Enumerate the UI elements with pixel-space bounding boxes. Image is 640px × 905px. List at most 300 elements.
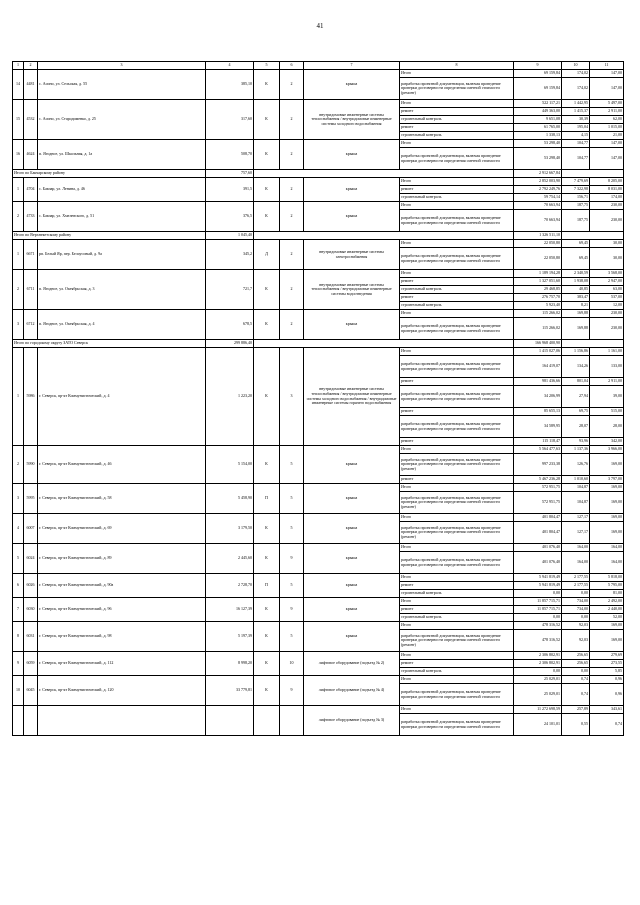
house-code: 6031 (24, 622, 38, 652)
house-area: 678,5 (206, 310, 254, 340)
house-address: г. Северск, пр-кт Коммунистический, д. 90а (38, 574, 206, 598)
work-type: ремонт (400, 186, 514, 194)
work-type: Итого (400, 706, 514, 714)
limit-cost: 230,00 (590, 310, 624, 318)
floor-count: 9 (280, 544, 304, 574)
house-code: 6711 (24, 270, 38, 310)
cost-amount: 69 159,84 (514, 78, 562, 100)
work-type: Итого (400, 100, 514, 108)
unit-cost: 7 322,98 (562, 186, 590, 194)
cost-amount: 2 306 802,91 (514, 660, 562, 668)
work-type: Итого (400, 574, 514, 582)
house-code: 6671 (24, 240, 38, 270)
wall-material: К (254, 676, 280, 706)
work-type: разработка проектной документации, включая проведение проверки достоверности определения сметной стоимости (ремонт) (400, 522, 514, 544)
repair-element: внутридомовые инженерные системы теплоснабжения / внутридомовые инженерные системы холодного водоснабжения (304, 100, 400, 140)
limit-cost: 230,00 (590, 318, 624, 340)
limit-cost: 0,96 (590, 676, 624, 684)
house-area: 2 445,60 (206, 544, 254, 574)
work-type: строительный контроль (400, 302, 514, 310)
work-type: разработка проектной документации, включая проведение проверки достоверности определения сметной стоимости (ремонт) (400, 492, 514, 514)
row-number: 5 (13, 544, 24, 574)
work-type: Итого (400, 140, 514, 148)
cost-amount: 53 298,40 (514, 140, 562, 148)
work-type: Итого (400, 598, 514, 606)
table-row (13, 178, 624, 186)
unit-cost: 734,00 (562, 606, 590, 614)
limit-cost: 169,00 (590, 492, 624, 514)
limit-cost: 0,74 (590, 714, 624, 736)
cost-amount: 5 941 819,49 (514, 582, 562, 590)
cost-amount: 522 117,21 (514, 100, 562, 108)
house-area: 385,10 (206, 70, 254, 100)
repair-element: крыша (304, 598, 400, 622)
empty-cell (254, 340, 514, 348)
limit-cost: 147,00 (590, 140, 624, 148)
column-number-cell: 2 (24, 62, 38, 70)
limit-cost: 81,00 (590, 590, 624, 598)
work-type: строительный контроль (400, 668, 514, 676)
work-type: строительный контроль (400, 590, 514, 598)
table-row (13, 622, 624, 630)
limit-cost: 230,00 (590, 210, 624, 232)
work-type: Итого (400, 270, 514, 278)
limit-cost: 8 031,00 (590, 186, 624, 194)
wall-material: К (254, 652, 280, 676)
work-type: разработка проектной документации, включая проведение проверки достоверности определения сметной стоимости (400, 210, 514, 232)
limit-cost: 2 911,00 (590, 108, 624, 116)
work-type: Итого (400, 310, 514, 318)
work-type: разработка проектной документации, включая проведение проверки достоверности определения сметной стоимости (400, 148, 514, 170)
wall-material: К (254, 598, 280, 622)
wall-material: К (254, 178, 280, 202)
row-number: 2 (13, 270, 24, 310)
unit-cost: 8,21 (562, 302, 590, 310)
house-area: 16 127,39 (206, 598, 254, 622)
repair-element: крыша (304, 574, 400, 598)
table-row (13, 574, 624, 582)
floor-count: 2 (280, 270, 304, 310)
limit-cost: 169,00 (590, 622, 624, 630)
cost-amount: 59 754,14 (514, 194, 562, 202)
repair-element: внутридомовые инженерные системы теплоснабжения / внутридомовые инженерные системы холодного водоснабжения / внутридомовые инженерные системы горячего водоснабжения (304, 348, 400, 446)
house-address: г. Северск, пр-кт Коммунистический, д. 69 (38, 514, 206, 544)
work-type: ремонт (400, 108, 514, 116)
cost-amount: 276 757,70 (514, 294, 562, 302)
unit-cost: 69,45 (562, 240, 590, 248)
table-row (13, 270, 624, 278)
floor-count: 2 (280, 178, 304, 202)
house-area: 391,5 (206, 178, 254, 202)
row-number: 8 (13, 622, 24, 652)
house-address: п. Ягодное, ул. Октябрьская, д. 3 (38, 270, 206, 310)
limit-cost: 279,69 (590, 652, 624, 660)
unit-cost: 0,00 (562, 668, 590, 676)
floor-count: 5 (280, 514, 304, 544)
cost-amount: 5 467 236,28 (514, 476, 562, 484)
unit-cost: 1 938,08 (562, 278, 590, 286)
cost-amount: 401 804,47 (514, 514, 562, 522)
district-total-row (13, 170, 624, 178)
district-total-area: 1 045,40 (206, 232, 254, 240)
wall-material: Д (254, 240, 280, 270)
floor-count (280, 706, 304, 736)
limit-cost: 174,00 (590, 194, 624, 202)
cost-amount: 25 029,01 (514, 684, 562, 706)
limit-cost: 169,00 (590, 630, 624, 652)
empty-cell (562, 232, 624, 240)
limit-cost: 12,00 (590, 302, 624, 310)
unit-cost: 4,15 (562, 132, 590, 140)
work-type: разработка проектной документации, включая проведение проверки достоверности определения сметной стоимости (400, 684, 514, 706)
house-address: г. Северск, пр-кт Коммунистический, д. 89 (38, 544, 206, 574)
house-area: 376,5 (206, 202, 254, 232)
row-number (13, 706, 24, 736)
empty-cell (254, 232, 514, 240)
column-number-cell: 6 (280, 62, 304, 70)
work-type: Итого (400, 544, 514, 552)
unit-cost: 195,04 (562, 124, 590, 132)
wall-material: К (254, 100, 280, 140)
column-number-cell: 10 (562, 62, 590, 70)
table-row (13, 100, 624, 108)
work-type: строительный контроль (400, 116, 514, 124)
limit-cost: 2 947,00 (590, 278, 624, 286)
floor-count: 5 (280, 446, 304, 484)
house-address (38, 706, 206, 736)
work-type: Итого (400, 446, 514, 454)
limit-cost: 273,55 (590, 660, 624, 668)
unit-cost: 187,75 (562, 210, 590, 232)
limit-cost: 169,00 (590, 514, 624, 522)
limit-cost: 147,00 (590, 148, 624, 170)
unit-cost: 126,76 (562, 454, 590, 476)
limit-cost: 2 911,00 (590, 378, 624, 386)
house-area: 721,7 (206, 270, 254, 310)
floor-count: 10 (280, 652, 304, 676)
limit-cost: 5,85 (590, 668, 624, 676)
repair-element: крыша (304, 178, 400, 202)
floor-count: 5 (280, 574, 304, 598)
house-code: 4481 (24, 70, 38, 100)
cost-amount: 572 951,75 (514, 492, 562, 514)
unit-cost: 69,75 (562, 408, 590, 416)
house-address: г. Северск, пр-кт Коммунистический, д. 120 (38, 676, 206, 706)
cost-amount: 22 050,80 (514, 248, 562, 270)
limit-cost: 0,96 (590, 684, 624, 706)
floor-count: 9 (280, 598, 304, 622)
limit-cost: 30,00 (590, 248, 624, 270)
unit-cost: 256,65 (562, 660, 590, 668)
district-total-area: 299 886,40 (206, 340, 254, 348)
floor-count: 2 (280, 240, 304, 270)
limit-cost: 1 015,00 (590, 124, 624, 132)
table-row (13, 202, 624, 210)
limit-cost: 5 818,00 (590, 574, 624, 582)
cost-amount: 449 363,00 (514, 108, 562, 116)
unit-cost: 169,88 (562, 318, 590, 340)
district-total-amount: 166 968 400,90 (514, 340, 562, 348)
cost-amount: 478 316,52 (514, 630, 562, 652)
floor-count: 5 (280, 484, 304, 514)
house-code: 6026 (24, 574, 38, 598)
work-type: Итого (400, 70, 514, 78)
floor-count: 9 (280, 676, 304, 706)
row-number: 3 (13, 310, 24, 340)
repair-element: лифтовое оборудование (подъезд № 4) (304, 676, 400, 706)
cost-amount: 11 272 698,59 (514, 706, 562, 714)
wall-material: К (254, 202, 280, 232)
column-number-cell: 9 (514, 62, 562, 70)
row-number: 16 (13, 140, 24, 170)
cost-amount: 1 338,13 (514, 132, 562, 140)
cost-amount: 5 564 477,63 (514, 446, 562, 454)
column-number-row (13, 62, 624, 70)
limit-cost: 342,00 (590, 438, 624, 446)
table-row (13, 348, 624, 356)
table-row (13, 140, 624, 148)
house-area (206, 706, 254, 736)
work-type: разработка проектной документации, включая проведение проверки достоверности определения сметной стоимости (400, 248, 514, 270)
cost-amount: 5 941 819,49 (514, 574, 562, 582)
wall-material: К (254, 544, 280, 574)
limit-cost: 1 161,00 (590, 348, 624, 356)
cost-amount: 9 651,08 (514, 116, 562, 124)
limit-cost: 5 795,00 (590, 582, 624, 590)
row-number: 10 (13, 676, 24, 706)
table-body (13, 62, 624, 736)
unit-cost: 7 479,69 (562, 178, 590, 186)
wall-material: К (254, 70, 280, 100)
unit-cost: 92,03 (562, 630, 590, 652)
cost-amount: 70 663,94 (514, 202, 562, 210)
limit-cost: 3 966,00 (590, 446, 624, 454)
empty-cell (562, 340, 624, 348)
house-address: с. Бакчар, ул. Ленина, д. 46 (38, 178, 206, 202)
cost-amount: 2 852 003,90 (514, 178, 562, 186)
work-type: строительный контроль (400, 194, 514, 202)
cost-amount: 1 415 027,06 (514, 348, 562, 356)
unit-cost: 1 137,36 (562, 446, 590, 454)
row-number: 9 (13, 652, 24, 676)
work-type: строительный контроль (400, 614, 514, 622)
table-row (13, 676, 624, 684)
district-total-amount: 2 912 667,84 (514, 170, 562, 178)
repair-element: внутридомовые инженерные системы теплоснабжения / внутридомовые инженерные системы водоотведения (304, 270, 400, 310)
cost-amount: 0,00 (514, 590, 562, 598)
unit-cost: 104,77 (562, 140, 590, 148)
house-code: 6007 (24, 514, 38, 544)
table-row (13, 310, 624, 318)
unit-cost: 174,02 (562, 70, 590, 78)
district-total-area: 757,60 (206, 170, 254, 178)
cost-amount: 1 327 051,60 (514, 278, 562, 286)
column-number-cell: 3 (38, 62, 206, 70)
cost-amount: 53 298,40 (514, 148, 562, 170)
district-total-row (13, 232, 624, 240)
house-area: 8 998,20 (206, 652, 254, 676)
limit-cost: 169,00 (590, 454, 624, 476)
table-row (13, 598, 624, 606)
repair-element: лифтовое оборудование (подъезд № 2) (304, 652, 400, 676)
cost-amount: 61 765,00 (514, 124, 562, 132)
work-type: ремонт (400, 582, 514, 590)
house-address: рп. Белый Яр, пер. Белоусовый, д. 9а (38, 240, 206, 270)
work-type: Итого (400, 348, 514, 356)
work-type: ремонт (400, 660, 514, 668)
work-type: разработка проектной документации, включая проведение проверки достоверности определения сметной стоимости (400, 416, 514, 438)
limit-cost: 63,00 (590, 286, 624, 294)
capital-repair-register-table (12, 61, 624, 736)
district-total-label: Итого по Верхнекетскому району (13, 232, 206, 240)
house-area: 5 154,00 (206, 446, 254, 484)
unit-cost: 30,39 (562, 116, 590, 124)
table-row (13, 240, 624, 248)
wall-material: К (254, 140, 280, 170)
repair-element: крыша (304, 140, 400, 170)
unit-cost: 2 177,55 (562, 574, 590, 582)
limit-cost: 3 797,00 (590, 476, 624, 484)
work-type: Итого (400, 652, 514, 660)
floor-count: 2 (280, 202, 304, 232)
unit-cost: 2 340,59 (562, 270, 590, 278)
wall-material (254, 706, 280, 736)
house-area: 317,60 (206, 100, 254, 140)
cost-amount: 401 804,47 (514, 522, 562, 544)
unit-cost: 257,89 (562, 706, 590, 714)
limit-cost: 515,00 (590, 408, 624, 416)
repair-element: крыша (304, 622, 400, 652)
repair-element: крыша (304, 544, 400, 574)
house-code: 6059 (24, 652, 38, 676)
floor-count: 2 (280, 310, 304, 340)
cost-amount: 401 076,40 (514, 544, 562, 552)
house-address: г. Северск, пр-кт Коммунистический, д. 58 (38, 484, 206, 514)
row-number: 4 (13, 514, 24, 544)
row-number: 1 (13, 178, 24, 202)
repair-element: крыша (304, 70, 400, 100)
cost-amount: 115 266,02 (514, 310, 562, 318)
page-number: 41 (316, 22, 324, 30)
floor-count: 3 (280, 348, 304, 446)
row-number: 15 (13, 100, 24, 140)
unit-cost: 187,75 (562, 202, 590, 210)
house-code (24, 706, 38, 736)
limit-cost: 133,00 (590, 356, 624, 378)
district-total-label: Итого по Бакчарскому району (13, 170, 206, 178)
work-type: строительный контроль (400, 286, 514, 294)
limit-cost: 3 568,00 (590, 270, 624, 278)
limit-cost: 230,00 (590, 202, 624, 210)
house-address: с. Асино, ул. Сельская, д. 55 (38, 70, 206, 100)
limit-cost: 2 492,00 (590, 598, 624, 606)
limit-cost: 62,00 (590, 116, 624, 124)
house-area: 3 179,50 (206, 514, 254, 544)
work-type: ремонт (400, 408, 514, 416)
column-number-cell: 8 (400, 62, 514, 70)
cost-amount: 29 468,85 (514, 286, 562, 294)
house-address: г. Северск, пр-кт Коммунистический, д. 4 (38, 348, 206, 446)
cost-amount: 11 857 715,71 (514, 606, 562, 614)
house-address: с. Бакчар, ул. Хмелевского, д. 51 (38, 202, 206, 232)
cost-amount: 572 951,75 (514, 484, 562, 492)
row-number: 7 (13, 598, 24, 622)
cost-amount: 997 233,38 (514, 454, 562, 476)
cost-amount: 478 316,52 (514, 622, 562, 630)
unit-cost: 104,87 (562, 484, 590, 492)
unit-cost: 174,02 (562, 78, 590, 100)
work-type: Итого (400, 240, 514, 248)
house-area: 345,2 (206, 240, 254, 270)
unit-cost: 104,77 (562, 148, 590, 170)
table-row (13, 446, 624, 454)
work-type: разработка проектной документации, включая проведение проверки достоверности определения сметной стоимости (400, 552, 514, 574)
unit-cost: 256,65 (562, 652, 590, 660)
house-address: п. Ягодное, ул. Октябрьская, д. 4 (38, 310, 206, 340)
cost-amount: 2 792 249,76 (514, 186, 562, 194)
house-address: г. Северск, пр-кт Коммунистический, д. 46 (38, 446, 206, 484)
work-type: Итого (400, 178, 514, 186)
row-number: 3 (13, 484, 24, 514)
unit-cost: 104,87 (562, 492, 590, 514)
empty-cell (254, 170, 514, 178)
table-row (13, 706, 624, 714)
cost-amount: 85 655,13 (514, 408, 562, 416)
work-type: разработка проектной документации, включая проведение проверки достоверности определения сметной стоимости (ремонт) (400, 630, 514, 652)
limit-cost: 28,00 (590, 416, 624, 438)
limit-cost: 164,00 (590, 552, 624, 574)
limit-cost: 21,00 (590, 132, 624, 140)
repair-element: крыша (304, 514, 400, 544)
repair-element: крыша (304, 446, 400, 484)
table-row (13, 514, 624, 522)
limit-cost: 52,00 (590, 614, 624, 622)
house-area: 2 728,70 (206, 574, 254, 598)
house-code: 6024 (24, 544, 38, 574)
unit-cost: 2 177,55 (562, 582, 590, 590)
empty-cell (562, 170, 624, 178)
house-code: 5986 (24, 348, 38, 446)
district-total-row (13, 340, 624, 348)
column-number-cell: 1 (13, 62, 24, 70)
house-code: 4624 (24, 140, 38, 170)
cost-amount: 11 857 715,71 (514, 598, 562, 606)
unit-cost: 0,74 (562, 676, 590, 684)
cost-amount: 34 589,95 (514, 416, 562, 438)
house-address: п. Ягодное, ул. Школьная, д. 1а (38, 140, 206, 170)
cost-amount: 1 189 194,28 (514, 270, 562, 278)
cost-amount: 70 663,94 (514, 210, 562, 232)
cost-amount: 25 029,01 (514, 676, 562, 684)
row-number: 6 (13, 574, 24, 598)
column-number-cell: 11 (590, 62, 624, 70)
wall-material: П (254, 574, 280, 598)
limit-cost: 164,00 (590, 544, 624, 552)
cost-amount: 34 206,99 (514, 386, 562, 408)
limit-cost: 537,00 (590, 294, 624, 302)
limit-cost: 5 497,00 (590, 100, 624, 108)
unit-cost: 1 156,86 (562, 348, 590, 356)
unit-cost: 127,17 (562, 514, 590, 522)
work-type: ремонт (400, 606, 514, 614)
work-type: ремонт (400, 124, 514, 132)
table-row (13, 70, 624, 78)
house-address: с. Асино, ул. Стародименко, д. 25 (38, 100, 206, 140)
house-code: 6045 (24, 676, 38, 706)
cost-amount: 115 118,47 (514, 438, 562, 446)
cost-amount: 0,00 (514, 614, 562, 622)
cost-amount: 401 076,40 (514, 552, 562, 574)
